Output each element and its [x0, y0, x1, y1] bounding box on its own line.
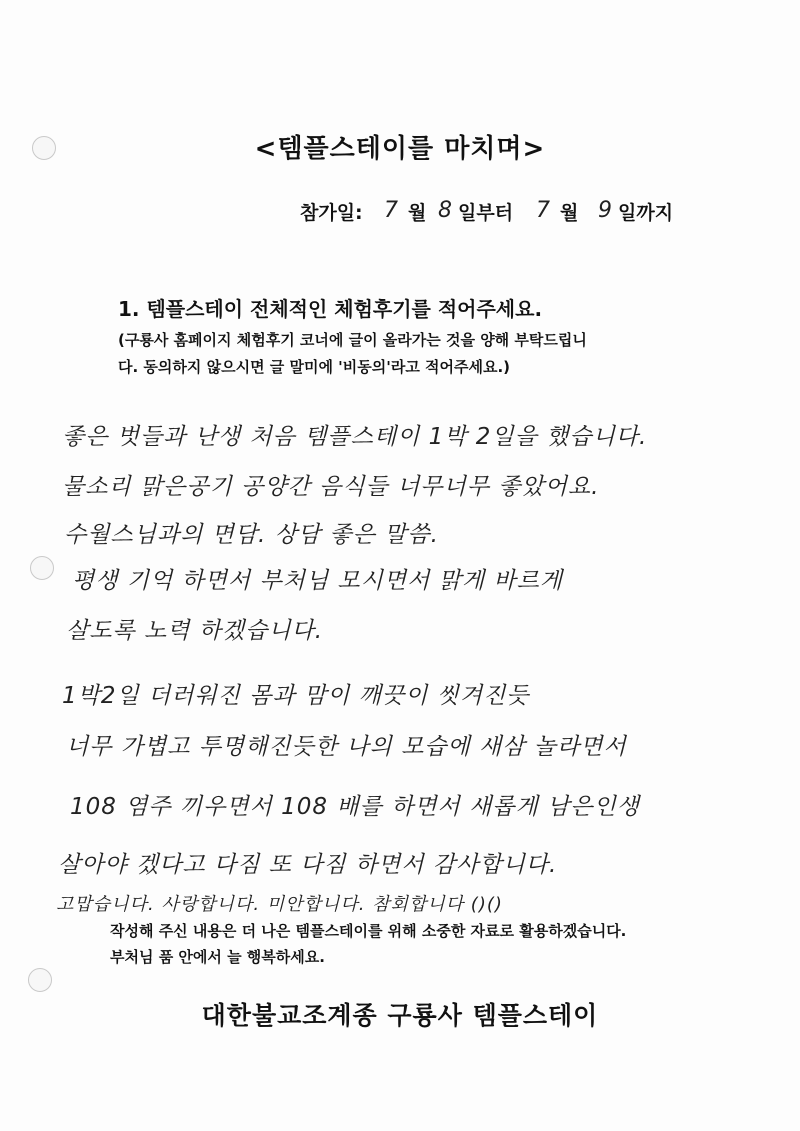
closing-message-1: 작성해 주신 내용은 더 나은 템플스테이를 위해 소중한 자료로 활용하겠습니다. [110, 922, 627, 940]
question-1-title: 1. 템플스테이 전체적인 체험후기를 적어주세요. [118, 297, 543, 321]
end-month-handwritten: 7 [536, 198, 550, 223]
organization-name: 대한불교조계종 구룡사 템플스테이 [201, 1001, 599, 1030]
review-line: 108 염주 끼우면서 108 배를 하면서 새롭게 남은인생 [70, 794, 640, 820]
participation-label: 참가일: [300, 202, 363, 224]
review-line: 살도록 노력 하겠습니다. [66, 618, 324, 644]
start-month-handwritten: 7 [384, 198, 398, 223]
review-line: 평생 기억 하면서 부처님 모시면서 맑게 바르게 [72, 568, 564, 594]
review-line: 물소리 맑은공기 공양간 음식들 너무너무 좋았어요. [62, 474, 600, 500]
punch-hole-middle [30, 556, 54, 580]
review-line: 고맙습니다. 사랑합니다. 미안합니다. 참회합니다 ()() [56, 894, 503, 915]
review-line: 1박2일 더러워진 몸과 맘이 깨끗이 씻겨진듯 [62, 683, 530, 709]
review-line: 수월스님과의 면담. 상담 좋은 말씀. [64, 522, 439, 548]
month-unit-1: 월 [408, 202, 427, 224]
end-day-handwritten: 9 [598, 198, 612, 223]
closing-message-2: 부처님 품 안에서 늘 행복하세요. [110, 948, 325, 966]
review-line: 너무 가볍고 투명해진듯한 나의 모습에 새삼 놀라면서 [66, 734, 627, 760]
question-1-notice: (구룡사 홈페이지 체험후기 코너에 글이 올라가는 것을 양해 부탁드립니 다. 동의하지 않으시면 글 말미에 '비동의'라고 적어주세요.) [118, 331, 587, 376]
day-to-label: 일까지 [618, 202, 674, 224]
form-title: <템플스테이를 마치며> [254, 134, 546, 164]
start-day-handwritten: 8 [438, 198, 452, 223]
month-unit-2: 월 [560, 202, 579, 224]
review-line: 좋은 벗들과 난생 처음 템플스테이 1박 2일을 했습니다. [62, 424, 648, 450]
punch-hole-bottom [28, 968, 52, 992]
day-from-label: 일부터 [458, 202, 514, 224]
review-line: 살아야 겠다고 다짐 또 다짐 하면서 감사합니다. [58, 852, 558, 878]
